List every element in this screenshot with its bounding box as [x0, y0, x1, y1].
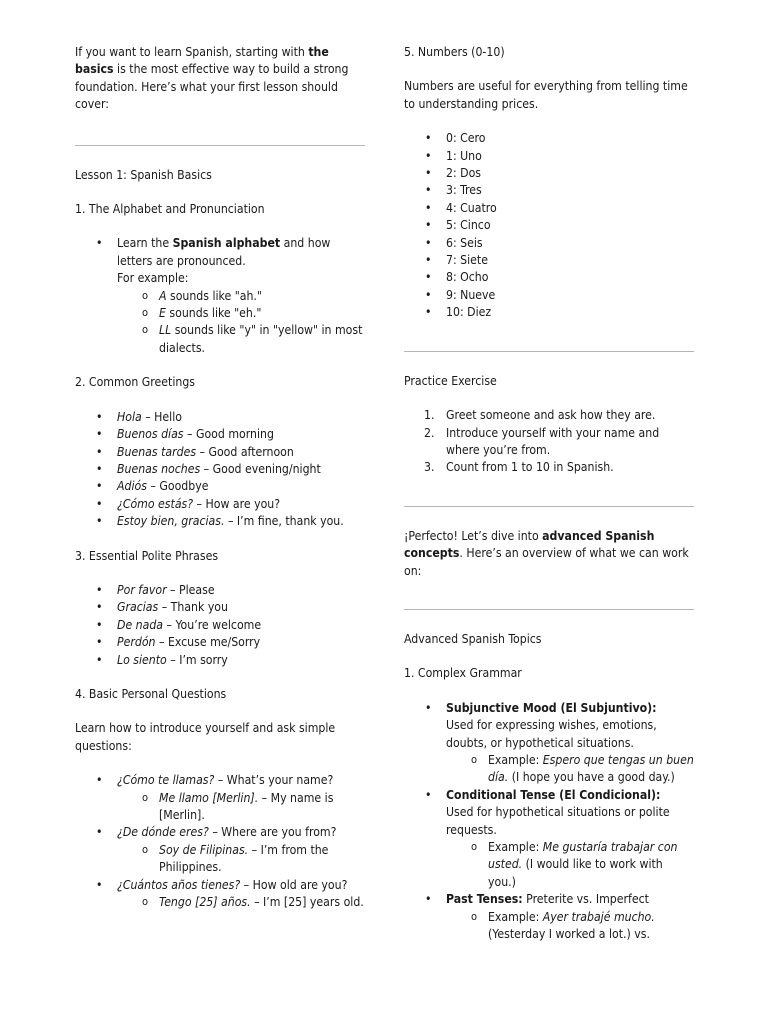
section-heading-numbers: 5. Numbers (0-10) [404, 45, 505, 59]
italic-term: Soy de Filipinas. [159, 842, 249, 857]
italic-term: ¿De dónde eres? [117, 825, 209, 840]
section-heading-alphabet: 1. The Alphabet and Pronunciation [75, 202, 265, 217]
questions-intro: Learn how to introduce yourself and ask simple questions: [75, 721, 336, 753]
term-desc: – I’m sorry [166, 652, 228, 667]
answer-sublist [117, 894, 365, 911]
advanced-title: Advanced Spanish Topics [404, 631, 542, 646]
italic-term: Tengo [25] años. [159, 895, 251, 910]
section-heading-greetings: 2. Common Greetings [75, 375, 196, 390]
bullet-text-rest: and how letters are pronounced. [117, 236, 331, 268]
list-item [75, 235, 365, 357]
italic-term: ¿Cómo te llamas? [117, 773, 215, 788]
term-desc: sounds like "ah." [166, 288, 262, 303]
list-item [75, 877, 365, 912]
item-text: Greet someone and ask how they are. [446, 408, 656, 423]
sub-list-item [117, 790, 365, 825]
section-heading-questions: 4. Basic Personal Questions [75, 686, 227, 701]
list-item: • 2: Dos [404, 165, 694, 182]
practice-list [404, 407, 694, 477]
right-column [404, 44, 694, 943]
sub-list-item [446, 752, 694, 787]
item-text: Introduce yourself with your name and where you’re from. [446, 425, 660, 457]
intro-text-rest: is the most effective way to build a strong foundation. Here’s what your first lesson should cover: [75, 62, 349, 112]
term-desc: sounds like "y" in "yellow" in most dialects. [159, 323, 363, 355]
list-item: • 5: Cinco [404, 217, 694, 234]
section-heading-polite: 3. Essential Polite Phrases [75, 548, 219, 563]
term-desc: – Goodbye [146, 479, 209, 494]
intro-text-rest: . Here’s an overview of what we can work on: [404, 546, 689, 578]
term-desc: – What’s your name? [214, 773, 334, 788]
list-item [404, 787, 694, 891]
list-item: • 9: Nueve [404, 287, 694, 304]
numbers-list [404, 130, 694, 321]
example-sublist [446, 909, 694, 944]
list-item: • 7: Siete [404, 252, 694, 269]
italic-term: ¿Cómo estás? [117, 496, 194, 511]
sub-list-item [117, 842, 365, 877]
polite-list [75, 582, 365, 669]
list-item [75, 496, 365, 513]
term-desc: – Where are you from? [208, 825, 337, 840]
intro-bold-link: the basics [75, 45, 329, 77]
italic-term: E [159, 306, 166, 321]
topic-title: Subjunctive Mood (El Subjuntivo): [446, 700, 657, 715]
list-item: • 4: Cuatro [404, 200, 694, 217]
topic-desc: Used for expressing wishes, emotions, doubts, or hypothetical situations. [446, 718, 657, 750]
term-desc: – Good afternoon [196, 444, 294, 459]
sub-list-item [117, 288, 365, 305]
topic-title: Past Tenses: [446, 892, 523, 907]
list-item [404, 891, 694, 943]
sub-list-item [117, 894, 365, 911]
example-label: Example: [488, 752, 543, 767]
topic-title: Conditional Tense (El Condicional): [446, 787, 661, 802]
grammar-list [404, 700, 694, 944]
sub-list-item [117, 322, 365, 357]
term-desc: – My name is [Merlin]. [159, 790, 334, 822]
list-item [404, 459, 694, 476]
item-text: Count from 1 to 10 in Spanish. [446, 460, 614, 475]
advanced-intro-paragraph [404, 528, 694, 580]
list-item [404, 407, 694, 424]
italic-term: A [159, 288, 167, 303]
list-item [75, 599, 365, 616]
numbers-intro: Numbers are useful for everything from telling time to understanding prices. [404, 79, 688, 111]
example-translation: (I would like to work with you.) [488, 857, 663, 889]
italic-term: Gracias [117, 600, 159, 615]
list-item [404, 700, 694, 787]
item-number: 3. [424, 460, 435, 475]
item-number: 1. [424, 408, 435, 423]
list-item [75, 617, 365, 634]
example-sublist [446, 752, 694, 787]
italic-term: Me llamo [Merlin]. [159, 790, 259, 805]
list-item [75, 582, 365, 599]
list-item: • 0: Cero [404, 130, 694, 147]
sub-list-item [446, 839, 694, 891]
example-sublist [446, 839, 694, 891]
section-heading-practice: Practice Exercise [404, 373, 497, 388]
example-translation: (Yesterday I worked a lot.) vs. [488, 927, 650, 942]
list-item: • 3: Tres [404, 182, 694, 199]
italic-term: ¿Cuántos años tienes? [117, 877, 241, 892]
sub-list-item [446, 909, 694, 944]
example-label: For example: [117, 271, 189, 286]
term-desc: – How are you? [193, 496, 281, 511]
italic-term: Adiós [117, 479, 147, 494]
intro-bold-link: advanced Spanish concepts [404, 528, 655, 561]
term-desc: – Hello [141, 409, 182, 424]
term-desc: – Good evening/night [200, 461, 321, 476]
list-item: • 1: Uno [404, 148, 694, 165]
term-desc: – Thank you [158, 600, 228, 615]
list-item: • 8: Ocho [404, 269, 694, 286]
italic-term: Buenos días [117, 427, 184, 442]
answer-sublist [117, 842, 365, 877]
list-item [75, 513, 365, 530]
greetings-list [75, 409, 365, 531]
alphabet-list [75, 235, 365, 357]
term-desc: – I’m fine, thank you. [224, 514, 344, 529]
left-column [75, 44, 365, 911]
list-item [75, 772, 365, 824]
bullet-bold: Spanish alphabet [172, 236, 281, 251]
alphabet-sublist [117, 288, 365, 358]
term-desc: – How old are you? [240, 877, 348, 892]
topic-desc: Used for hypothetical situations or polite requests. [446, 805, 670, 837]
intro-paragraph [75, 44, 365, 114]
list-item [75, 461, 365, 478]
list-item [75, 634, 365, 651]
list-item: • 10: Diez [404, 304, 694, 321]
list-item: • 6: Seis [404, 235, 694, 252]
list-item [75, 426, 365, 443]
italic-term: Hola [117, 409, 142, 424]
term-desc: – Excuse me/Sorry [155, 635, 261, 650]
term-desc: – You’re welcome [163, 617, 262, 632]
list-item [75, 652, 365, 669]
italic-term: Perdón [117, 635, 156, 650]
bullet-text: Learn the [117, 236, 173, 251]
italic-term: LL [159, 323, 172, 338]
example-translation: (I hope you have a good day.) [508, 770, 675, 785]
list-item [75, 409, 365, 426]
italic-term: Lo siento [117, 652, 167, 667]
section-heading-grammar: 1. Complex Grammar [404, 666, 522, 681]
intro-text: ¡Perfecto! Let’s dive into [404, 528, 543, 543]
questions-list [75, 772, 365, 911]
list-item [404, 425, 694, 460]
example-label: Example: [488, 909, 543, 924]
sub-list-item [117, 305, 365, 322]
italic-example: Ayer trabajé mucho. [542, 909, 655, 924]
italic-example: Espero que tengas un buen día. [488, 752, 694, 785]
topic-title-rest: Preterite vs. Imperfect [522, 892, 649, 907]
answer-sublist [117, 790, 365, 825]
list-item [75, 444, 365, 461]
italic-term: Estoy bien, gracias. [117, 514, 225, 529]
lesson-title: Lesson 1: Spanish Basics [75, 167, 212, 182]
list-item [75, 824, 365, 876]
italic-term: Por favor [117, 582, 167, 597]
term-desc: – I’m from the Philippines. [159, 842, 329, 875]
term-desc: – I’m [25] years old. [250, 895, 364, 910]
list-item [75, 478, 365, 495]
italic-term: Buenas tardes [117, 444, 197, 459]
term-desc: – Please [166, 582, 215, 597]
intro-text: If you want to learn Spanish, starting with [75, 45, 309, 59]
example-label: Example: [488, 840, 543, 854]
italic-term: Buenas noches [117, 461, 201, 476]
italic-term: De nada [117, 617, 164, 632]
term-desc: – Good morning [183, 427, 274, 442]
item-number: 2. [424, 425, 435, 440]
term-desc: sounds like "eh." [165, 306, 262, 321]
italic-example: Me gustaría trabajar con usted. [488, 840, 678, 872]
